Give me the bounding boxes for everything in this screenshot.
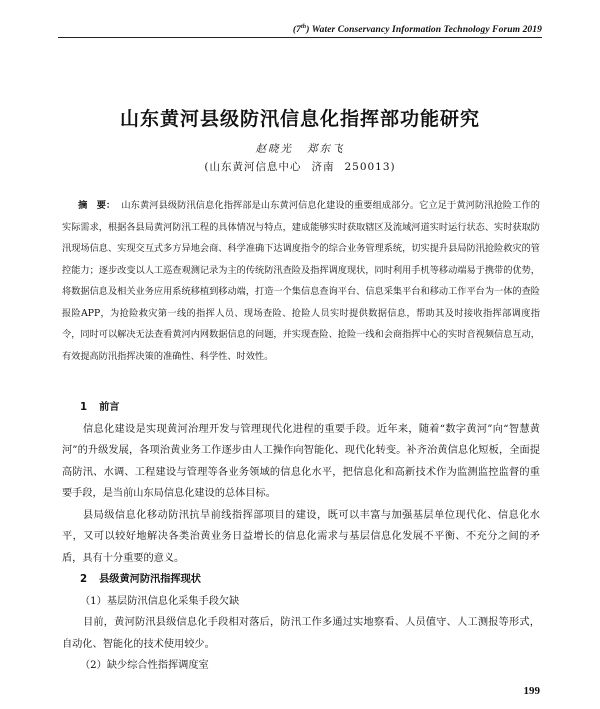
- section-heading: [62, 397, 540, 419]
- main-body: [62, 397, 540, 677]
- section-number: 1: [80, 402, 88, 413]
- section-number: 2: [80, 574, 88, 585]
- affiliation: [0, 159, 600, 174]
- edition-ordinal-suffix: th: [300, 24, 307, 30]
- section-title: 县级黄河防汛指挥现状: [99, 574, 201, 585]
- body-paragraph: 目前，黄河防汛县级信息化手段相对落后，防汛工作多通过实地察看、人员值守、人工测报等形式，自动化、智能化的技术使用较少。: [62, 617, 540, 650]
- section-title: 前言: [99, 402, 120, 413]
- edition-ordinal: 7: [296, 25, 301, 36]
- affiliation-org: (山东黄河信息中心: [204, 161, 302, 173]
- page-number: 199: [523, 685, 540, 697]
- body-paragraph: 信息化建设是实现黄河治理开发与管理现代化进程的重要手段。近年来，随着“数字黄河”向“智慧黄河”的升级发展，各项治黄业务工作逐步由人工操作向智能化、现代化转变。补齐治黄信息化短板，全面提高防汛、水调、工程建设与管理等各业务领域的信息化水平，把信息化和高新技术作为监测监控监督的重要手段，是当前山东局信息化建设的总体目标。: [62, 423, 540, 499]
- abstract-text: 山东黄河县级防汛信息化指挥部是山东黄河信息化建设的重要组成部分。它立足于黄河防汛抢险工作的实际需求，根据各县局黄河防汛工程的具体情况与特点，建成能够实时获取辖区及流域河道实时运行状态、实时获取防汛现场信息、实现交互式多方异地会商、科学准确下达调度指令的综合业务管理系统，切实提升县局防汛抢险救灾的管控能力；逐步改变以人工巡查观测记录为主的传统防汛查险及指挥调度现状，同时利用手机等移动端易于携带的优势，将数据信息及相关业务应用系统移植到移动端，打造一个集信息查询平台、信息采集平台和移动工作平台为一体的查险报险APP，为抢险救灾第一线的指挥人员、现场查险、抢险人员实时提供数据信息，帮助其及时接收指挥部调度指令，同时可以解决无法查看黄河内网数据信息的问题，并实现查险、抢险一线和会商指挥中心的实时音视频信息互动，有效提高防汛指挥决策的准确性、科学性、时效性。: [62, 200, 540, 362]
- journal-name: Water Conservancy Information Technology Forum 2019: [311, 25, 542, 36]
- subsection-heading: （1）基层防汛信息化采集手段欠缺: [80, 595, 240, 607]
- author-name: 赵晓光: [255, 143, 293, 155]
- section-heading: [62, 569, 540, 591]
- subsection-heading: （2）缺少综合性指挥调度室: [80, 660, 209, 671]
- header-rule: [58, 37, 542, 38]
- affiliation-city: 济南: [311, 161, 335, 173]
- author-name: 郑东飞: [307, 143, 345, 155]
- paper-title: 山东黄河县级防汛信息化指挥部功能研究: [119, 108, 480, 130]
- abstract-label: 摘 要：: [78, 200, 116, 211]
- body-paragraph: 县局级信息化移动防汛抗旱前线指挥部项目的建设，既可以丰富与加强基层单位现代化、信息化水平，又可以较好地解决各类治黄业务日益增长的信息化需求与基层信息化发展不平衡、不充分之间的矛盾，具有十分重要的意义。: [62, 509, 540, 564]
- abstract: [62, 195, 540, 367]
- running-header: (7th) Water Conservancy Information Technology Forum 2019: [292, 24, 542, 36]
- author-list: [0, 141, 600, 156]
- affiliation-postcode: 250013): [344, 161, 396, 173]
